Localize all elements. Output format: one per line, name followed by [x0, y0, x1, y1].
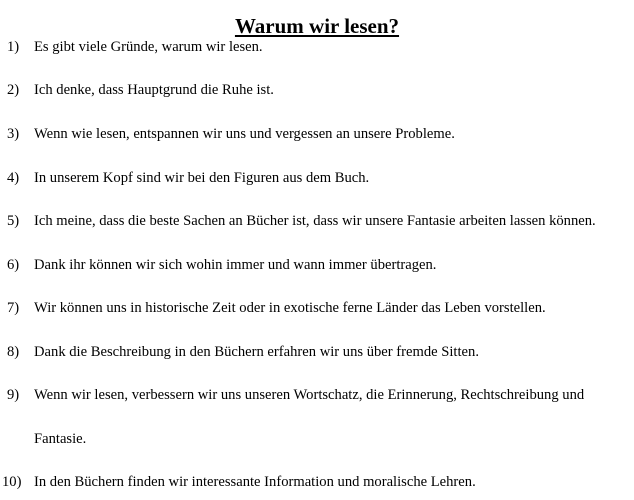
item-text: Ich meine, dass die beste Sachen an Bücher ist, dass wir unsere Fantasie arbeiten lassen können. [34, 213, 596, 229]
item-number: 9) [7, 387, 20, 403]
item-number: 10) [2, 474, 22, 490]
item-text: Dank die Beschreibung in den Büchern erfahren wir uns über fremde Sitten. [34, 344, 479, 360]
item-text-continuation: Fantasie. [34, 431, 87, 447]
item-number: 3) [7, 126, 20, 142]
item-number: 6) [7, 257, 20, 273]
item-number: 4) [7, 170, 20, 186]
item-number: 5) [7, 213, 20, 229]
item-text: Es gibt viele Gründe, warum wir lesen. [34, 39, 263, 55]
item-text: In den Büchern finden wir interessante Information und moralische Lehren. [34, 474, 476, 490]
item-text: Dank ihr können wir sich wohin immer und wann immer übertragen. [34, 257, 437, 273]
item-text: In unserem Kopf sind wir bei den Figuren aus dem Buch. [34, 170, 370, 186]
item-number: 2) [7, 82, 20, 98]
item-text: Ich denke, dass Hauptgrund die Ruhe ist. [34, 82, 274, 98]
item-text: Wir können uns in historische Zeit oder in exotische ferne Länder das Leben vorstellen. [34, 300, 546, 316]
item-number: 8) [7, 344, 20, 360]
item-number: 1) [7, 39, 20, 55]
document-title: Warum wir lesen? [234, 14, 400, 38]
item-text: Wenn wie lesen, entspannen wir uns und vergessen an unsere Probleme. [34, 126, 455, 142]
item-number: 7) [7, 300, 20, 316]
item-text: Wenn wir lesen, verbessern wir uns unseren Wortschatz, die Erinnerung, Rechtschreibung und [34, 387, 585, 403]
